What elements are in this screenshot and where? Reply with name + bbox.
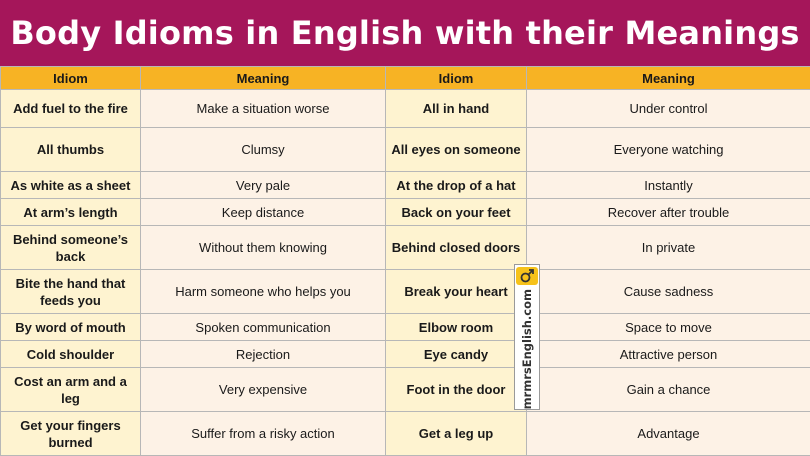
meaning-cell: Very pale bbox=[141, 172, 386, 199]
idiom-cell: Behind someone’s back bbox=[1, 226, 141, 270]
idiom-cell: Bite the hand that feeds you bbox=[1, 270, 141, 314]
table-row bbox=[1, 128, 810, 172]
idiom-cell: All in hand bbox=[386, 90, 527, 128]
idiom-cell: All thumbs bbox=[1, 128, 141, 172]
meaning-cell: Space to move bbox=[527, 314, 810, 341]
table-row bbox=[1, 270, 810, 314]
table-row bbox=[1, 314, 810, 341]
idioms-table bbox=[0, 66, 810, 456]
idiom-cell: Foot in the door bbox=[386, 368, 527, 412]
idiom-cell: Break your heart bbox=[386, 270, 527, 314]
header-meaning-right: Meaning bbox=[527, 67, 810, 90]
idiom-cell: As white as a sheet bbox=[1, 172, 141, 199]
meaning-cell: Gain a chance bbox=[527, 368, 810, 412]
table-row bbox=[1, 172, 810, 199]
watermark bbox=[514, 264, 540, 410]
idiom-cell: Cost an arm and a leg bbox=[1, 368, 141, 412]
meaning-cell: Without them knowing bbox=[141, 226, 386, 270]
meaning-cell: Clumsy bbox=[141, 128, 386, 172]
meaning-cell: Instantly bbox=[527, 172, 810, 199]
idiom-cell: Elbow room bbox=[386, 314, 527, 341]
idiom-cell: Get a leg up bbox=[386, 412, 527, 456]
meaning-cell: Spoken communication bbox=[141, 314, 386, 341]
meaning-cell: Keep distance bbox=[141, 199, 386, 226]
meaning-cell: Attractive person bbox=[527, 341, 810, 368]
idiom-cell: By word of mouth bbox=[1, 314, 141, 341]
meaning-cell: Very expensive bbox=[141, 368, 386, 412]
idiom-cell: Back on your feet bbox=[386, 199, 527, 226]
title-banner bbox=[0, 0, 810, 66]
header-meaning-left: Meaning bbox=[141, 67, 386, 90]
header-idiom-right: Idiom bbox=[386, 67, 527, 90]
meaning-cell: Recover after trouble bbox=[527, 199, 810, 226]
header-idiom-left: Idiom bbox=[1, 67, 141, 90]
table-row bbox=[1, 412, 810, 456]
meaning-cell: Cause sadness bbox=[527, 270, 810, 314]
meaning-cell: Everyone watching bbox=[527, 128, 810, 172]
table-row bbox=[1, 199, 810, 226]
idiom-cell: Get your fingers burned bbox=[1, 412, 141, 456]
meaning-cell: Make a situation worse bbox=[141, 90, 386, 128]
meaning-cell: In private bbox=[527, 226, 810, 270]
gender-symbol-icon bbox=[516, 267, 538, 285]
idiom-cell: At the drop of a hat bbox=[386, 172, 527, 199]
watermark-text: mrmrsEnglish.com bbox=[520, 288, 534, 409]
header-row bbox=[1, 67, 810, 90]
idiom-cell: Add fuel to the fire bbox=[1, 90, 141, 128]
table-row bbox=[1, 226, 810, 270]
meaning-cell: Harm someone who helps you bbox=[141, 270, 386, 314]
page-title: Body Idioms in English with their Meanings bbox=[10, 14, 800, 52]
idiom-cell: Behind closed doors bbox=[386, 226, 527, 270]
meaning-cell: Suffer from a risky action bbox=[141, 412, 386, 456]
meaning-cell: Advantage bbox=[527, 412, 810, 456]
table-row bbox=[1, 368, 810, 412]
idiom-cell: Cold shoulder bbox=[1, 341, 141, 368]
table-row bbox=[1, 341, 810, 368]
meaning-cell: Rejection bbox=[141, 341, 386, 368]
table-row bbox=[1, 90, 810, 128]
meaning-cell: Under control bbox=[527, 90, 810, 128]
idiom-cell: All eyes on someone bbox=[386, 128, 527, 172]
idiom-cell: At arm’s length bbox=[1, 199, 141, 226]
idiom-cell: Eye candy bbox=[386, 341, 527, 368]
